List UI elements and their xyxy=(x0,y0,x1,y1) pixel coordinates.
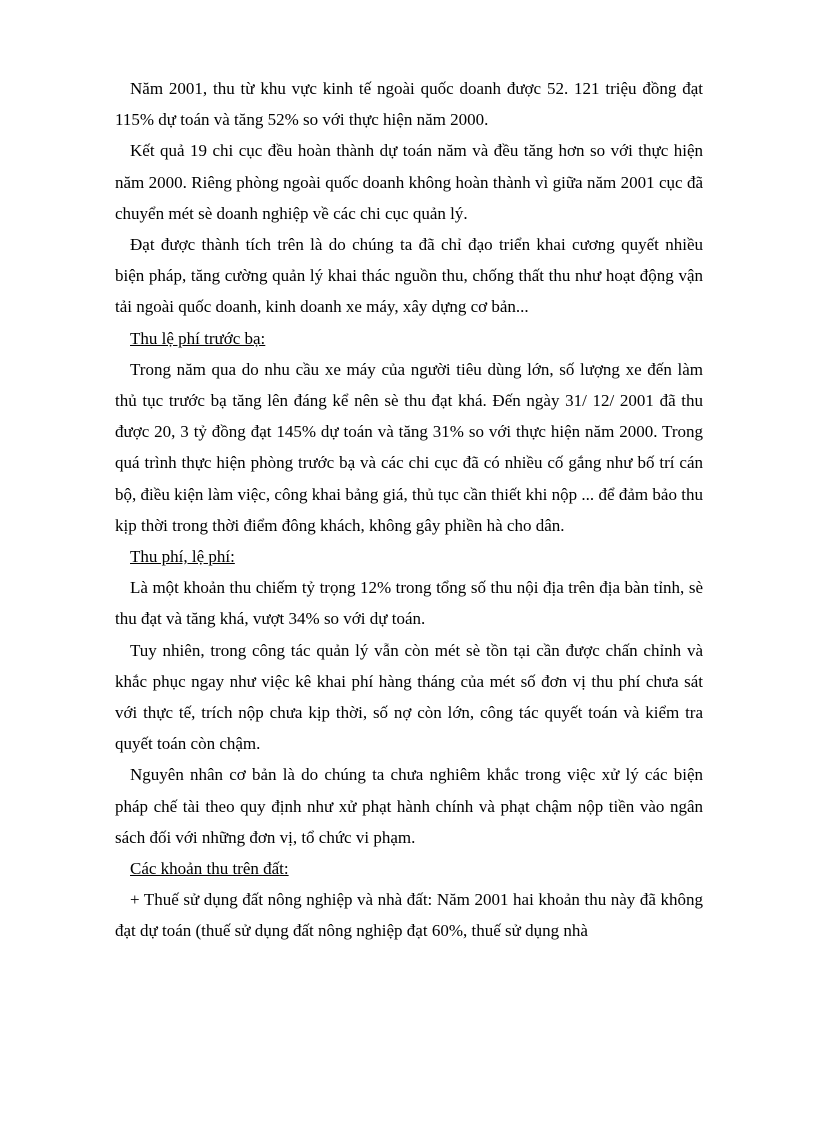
paragraph-fees-share: Là một khoản thu chiếm tỷ trọng 12% trong tổng số thu nội địa trên địa bàn tỉnh, sè thu đạt và tăng khá, vượt 34% so với dự toán. xyxy=(115,578,703,629)
section-heading-registration-fee xyxy=(115,323,703,354)
paragraph-land-tax: + Thuế sử dụng đất nông nghiệp và nhà đất: Năm 2001 hai khoản thu này đã không đạt dự toán (thuế sử dụng đất nông nghiệp đạt 60%, thuế sử dụng nhà xyxy=(115,890,703,941)
heading-text: Thu phí, lệ phí: xyxy=(130,547,235,567)
paragraph-root-cause: Nguyên nhân cơ bản là do chúng ta chưa nghiêm khắc trong việc xử lý các biện pháp chế tài theo quy định như xử phạt hành chính và phạt chậm nộp tiền vào ngân sách đối với những đơn vị, tổ chức vi phạm. xyxy=(115,765,703,847)
paragraph-non-state-revenue: Năm 2001, thu từ khu vực kinh tế ngoài quốc doanh được 52. 121 triệu đồng đạt 115% dự toán và tăng 52% so với thực hiện năm 2000. xyxy=(115,79,703,130)
section-heading-land-revenue xyxy=(115,853,703,884)
section-heading-fees-charges xyxy=(115,541,703,572)
paragraph-registration-fee: Trong năm qua do nhu cầu xe máy của người tiêu dùng lớn, số lượng xe đến làm thủ tục trước bạ tăng lên đáng kể nên sè thu đạt khá. Đến ngày 31/ 12/ 2001 đã thu được 20, 3 tỷ đồng đạt 145% dự toán và tăng 31% so với thực hiện năm 2000. Trong quá trình thực hiện phòng trước bạ và các chi cục đã có nhiều cố gắng như bố trí cán bộ, điều kiện làm việc, công khai bảng giá, thủ tục cần thiết khi nộp ... để đảm bảo thu kịp thời trong thời điểm đông khách, không gây phiền hà cho dân. xyxy=(115,359,703,535)
heading-text: Các khoản thu trên đất: xyxy=(130,859,289,879)
paragraph-fees-issues: Tuy nhiên, trong công tác quản lý vẫn còn mét sè tồn tại cần được chấn chỉnh và khắc phục ngay như việc kê khai phí hàng tháng của mét số đơn vị thu phí chưa sát với thực tế, trích nộp chưa kịp thời, số nợ còn lớn, công tác quyết toán và kiểm tra quyết toán còn chậm. xyxy=(115,640,703,754)
document-page xyxy=(115,73,703,947)
paragraph-achievements: Đạt được thành tích trên là do chúng ta đã chỉ đạo triển khai cương quyết nhiều biện pháp, tăng cường quản lý khai thác nguồn thu, chống thất thu như hoạt động vận tải ngoài quốc doanh, kinh doanh xe máy, xây dựng cơ bản... xyxy=(115,235,703,317)
heading-text: Thu lệ phí trước bạ: xyxy=(130,328,266,348)
paragraph-sub-departments: Kết quả 19 chi cục đều hoàn thành dự toán năm và đều tăng hơn so với thực hiện năm 2000. Riêng phòng ngoài quốc doanh không hoàn thành vì giữa năm 2001 cục đã chuyển mét sè doanh nghiệp về các chi cục quản lý. xyxy=(115,141,703,223)
